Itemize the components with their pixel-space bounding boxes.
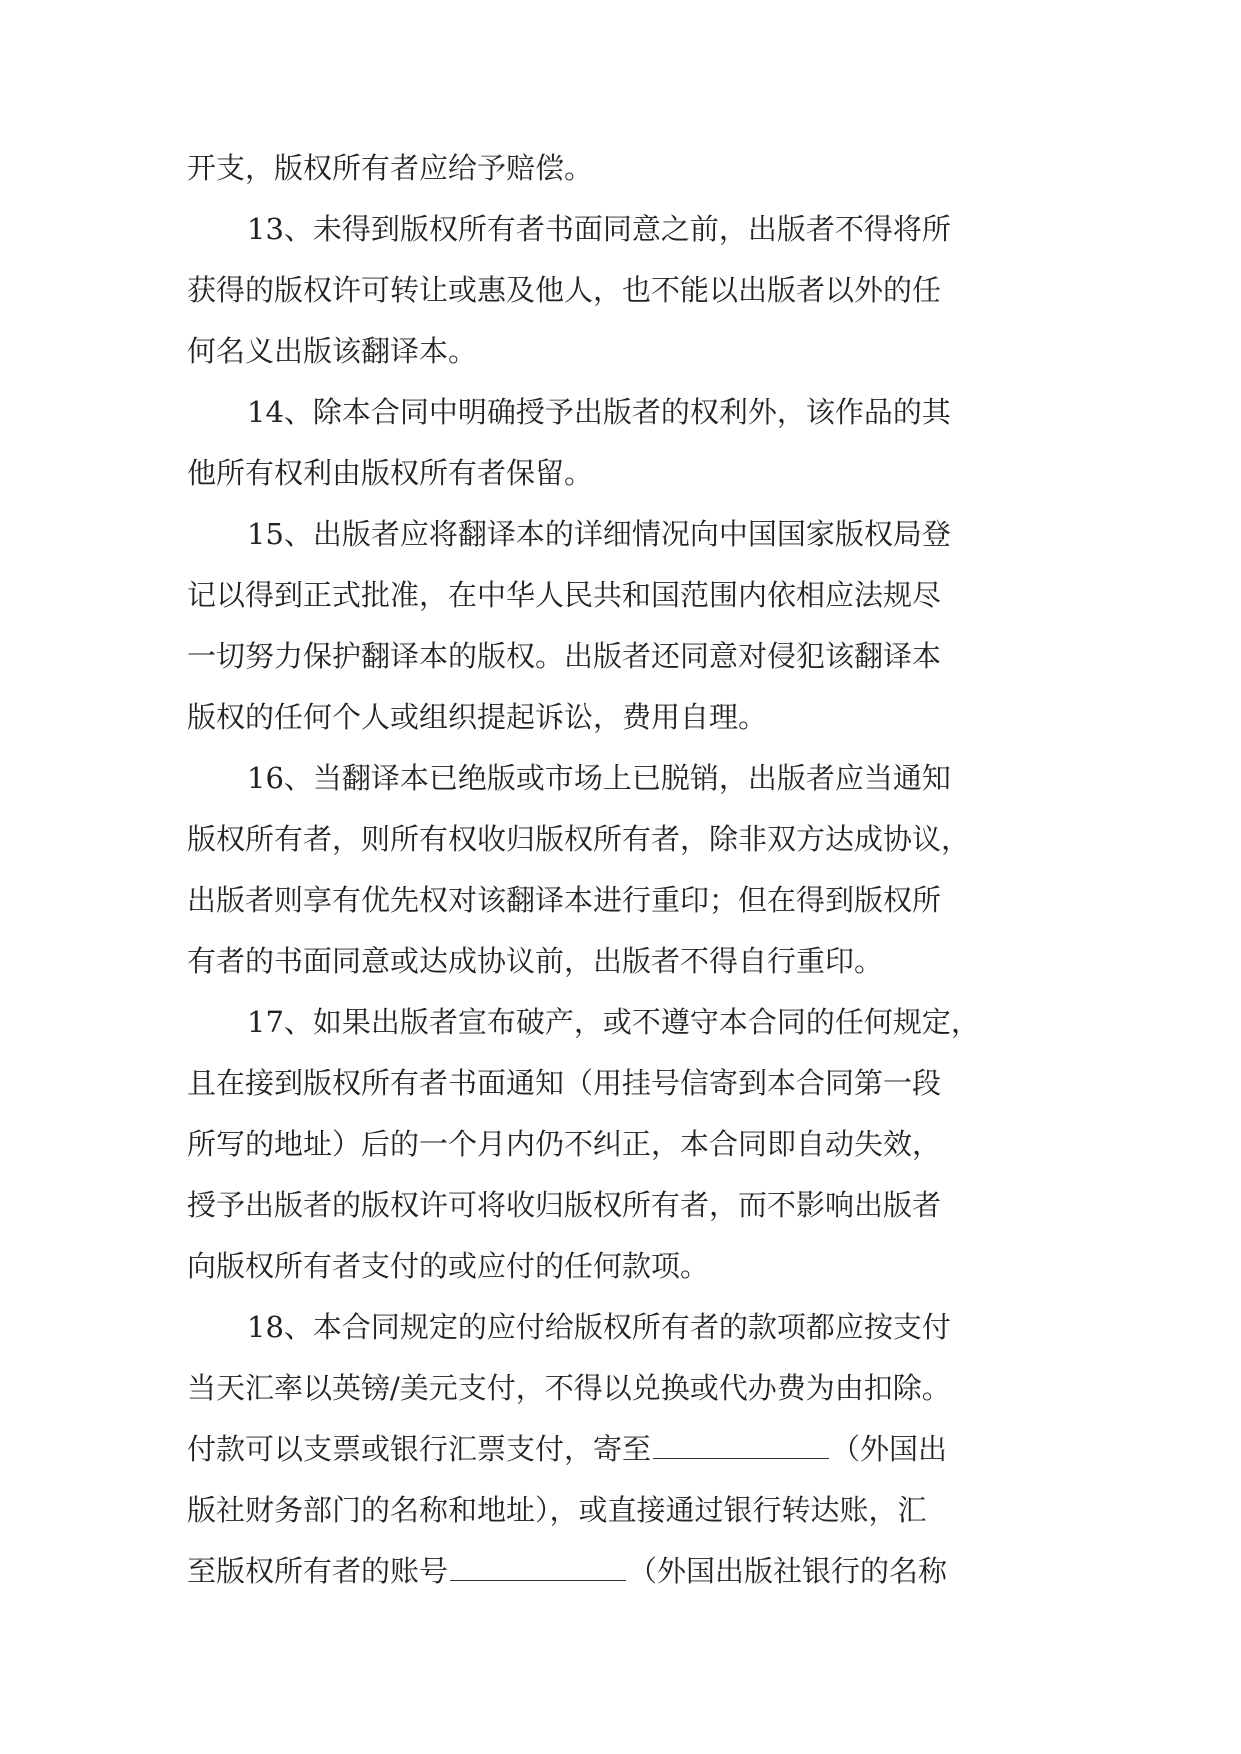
paragraph-13-line-1: 13、未得到版权所有者书面同意之前，出版者不得将所: [247, 212, 951, 246]
text-line: 开支，版权所有者应给予赔偿。: [187, 151, 594, 185]
paragraph-14-line-1: 14、除本合同中明确授予出版者的权利外，该作品的其: [247, 395, 951, 429]
payment-text-after-blank: （外国出: [831, 1432, 948, 1466]
text-line: 版社财务部门的名称和地址），或直接通过银行转达账，汇: [187, 1493, 927, 1527]
fill-in-blank: [450, 1558, 626, 1581]
text-line: 一切努力保护翻译本的版权。出版者还同意对侵犯该翻译本: [187, 639, 942, 673]
paragraph-16-line-1: 16、当翻译本已绝版或市场上已脱销，出版者应当通知: [247, 761, 951, 795]
text-line: 何名义出版该翻译本。: [187, 334, 478, 368]
payment-text: 付款可以支票或银行汇票支付，寄至: [187, 1432, 652, 1466]
text-line: 出版者则享有优先权对该翻译本进行重印；但在得到版权所: [187, 883, 942, 917]
account-text-after-blank: （外国出版社银行的名称: [628, 1554, 948, 1588]
text-line: 且在接到版权所有者书面通知（用挂号信寄到本合同第一段: [187, 1066, 942, 1100]
text-line: 记以得到正式批准，在中华人民共和国范围内依相应法规尽: [187, 578, 942, 612]
text-line: 所写的地址）后的一个月内仍不纠正，本合同即自动失效，: [187, 1127, 942, 1161]
paragraph-17-line-1: 17、如果出版者宣布破产，或不遵守本合同的任何规定，: [247, 1005, 980, 1039]
account-text: 至版权所有者的账号: [187, 1554, 449, 1588]
payment-line: [187, 1427, 1241, 1471]
paragraph-18-line-1: 18、本合同规定的应付给版权所有者的款项都应按支付: [247, 1310, 951, 1344]
text-line: 有者的书面同意或达成协议前，出版者不得自行重印。: [187, 944, 884, 978]
account-line: [187, 1549, 1241, 1593]
text-line: 获得的版权许可转让或惠及他人，也不能以出版者以外的任: [187, 273, 942, 307]
text-line: 版权所有者，则所有权收归版权所有者，除非双方达成协议，: [187, 822, 971, 856]
text-line: 版权的任何个人或组织提起诉讼，费用自理。: [187, 700, 768, 734]
text-line: 他所有权利由版权所有者保留。: [187, 456, 594, 490]
text-line: 当天汇率以英镑/美元支付，不得以兑换或代办费为由扣除。: [187, 1371, 951, 1405]
paragraph-15-line-1: 15、出版者应将翻译本的详细情况向中国国家版权局登: [247, 517, 951, 551]
fill-in-blank: [653, 1436, 829, 1459]
text-line: 授予出版者的版权许可将收归版权所有者，而不影响出版者: [187, 1188, 942, 1222]
text-line: 向版权所有者支付的或应付的任何款项。: [187, 1249, 710, 1283]
